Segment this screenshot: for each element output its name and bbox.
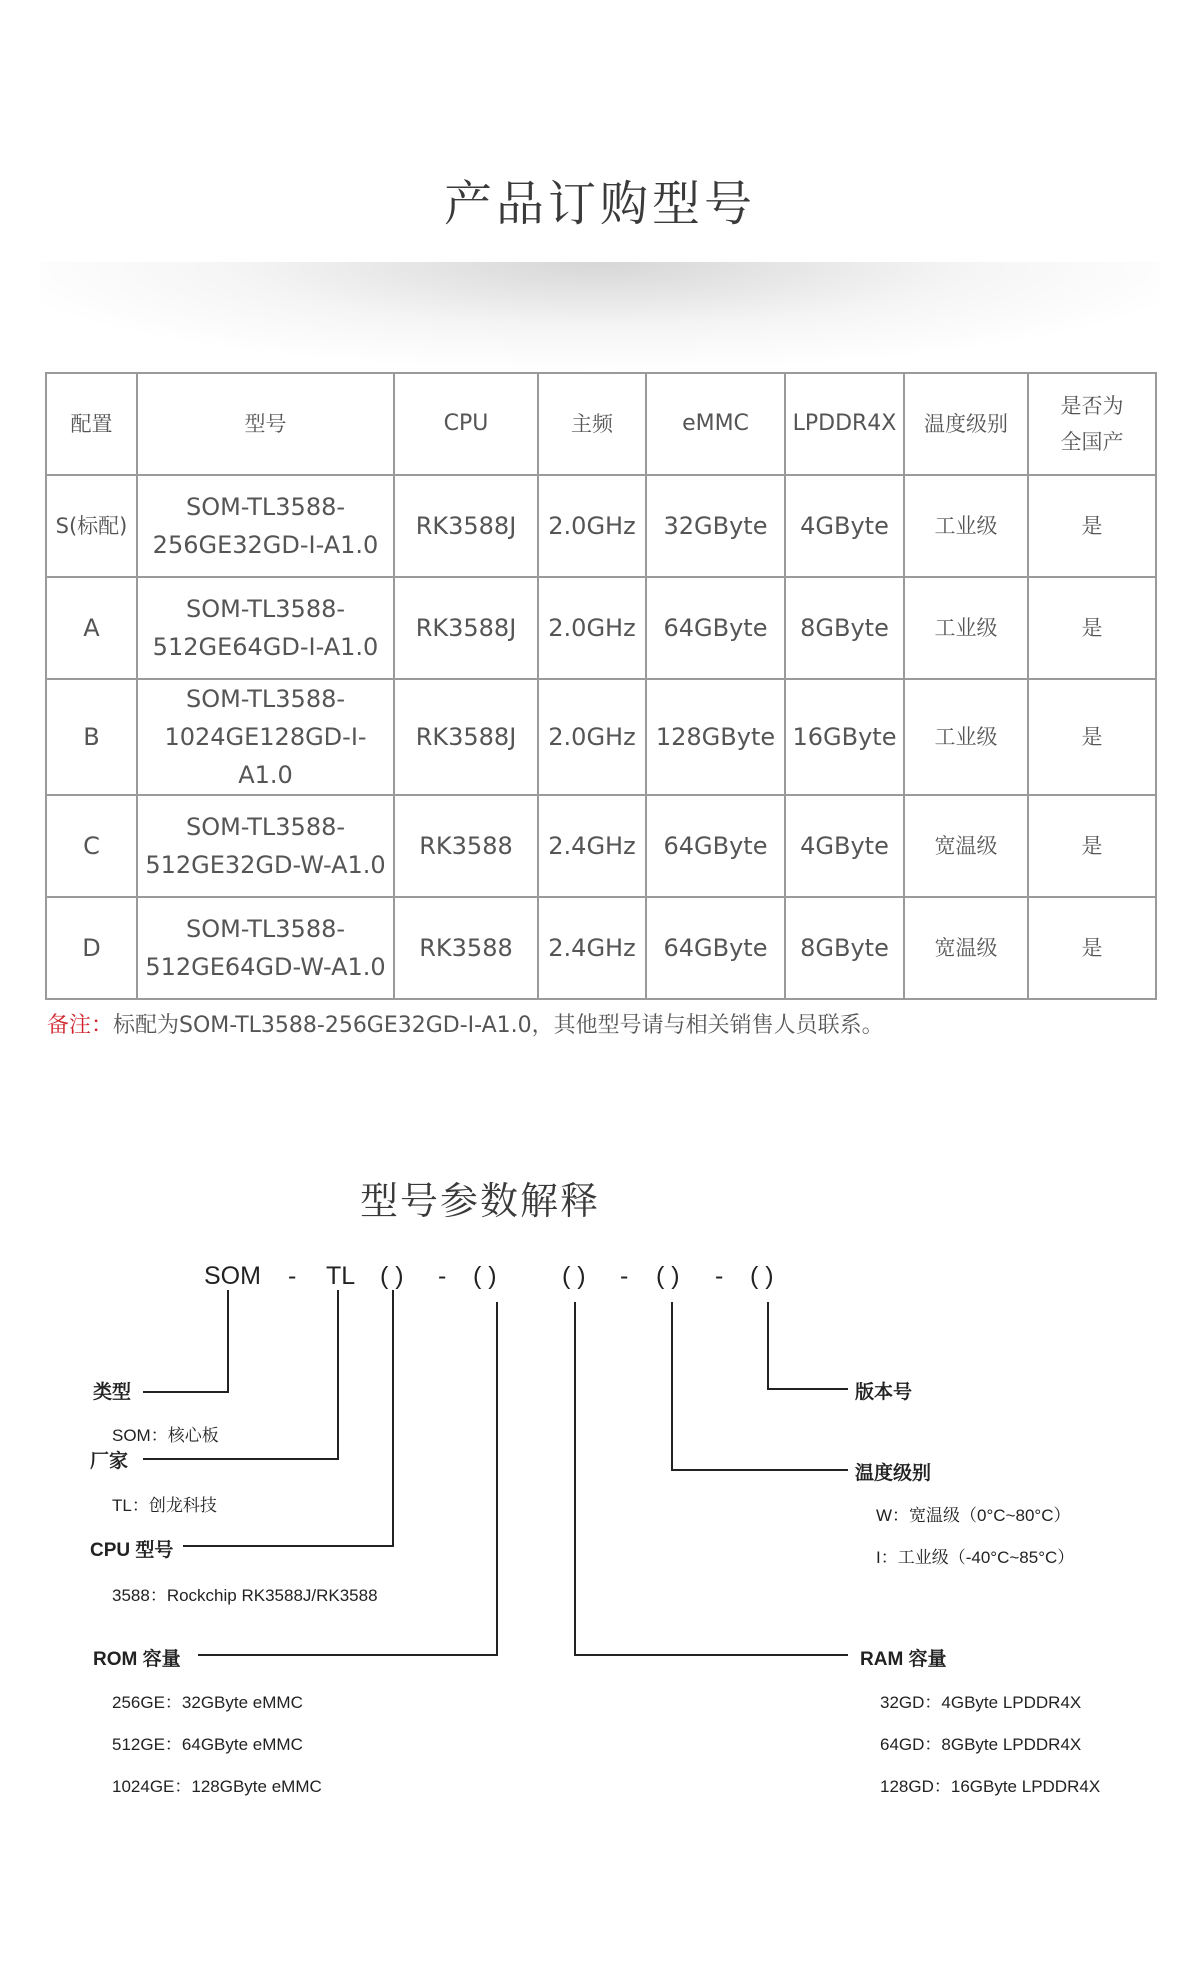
table-header-row	[46, 373, 1156, 475]
connector-temp	[672, 1302, 848, 1470]
table-row	[46, 795, 1156, 897]
cell-ram: 4GByte	[785, 475, 904, 577]
rom-item: 1024GE：128GByte eMMC	[112, 1777, 322, 1796]
header-frequency: 主频	[538, 373, 646, 475]
temp-level-item: W：宽温级（0°C~80°C）	[876, 1506, 1071, 1525]
cell-ram: 8GByte	[785, 897, 904, 999]
cell-temperature: 工业级	[904, 679, 1028, 795]
cell-model: SOM-TL3588- 1024GE128GD-I-A1.0	[137, 679, 394, 795]
format-dash-4: -	[715, 1262, 724, 1290]
cell-config: D	[46, 897, 137, 999]
cell-cpu: RK3588J	[394, 679, 538, 795]
vendor-label: 厂家	[90, 1451, 129, 1472]
cell-cpu: RK3588	[394, 795, 538, 897]
header-lpddr4x: LPDDR4X	[785, 373, 904, 475]
cell-model: SOM-TL3588- 512GE64GD-W-A1.0	[137, 897, 394, 999]
table-row	[46, 679, 1156, 795]
cell-ram: 4GByte	[785, 795, 904, 897]
cell-config: B	[46, 679, 137, 795]
cell-frequency: 2.0GHz	[538, 679, 646, 795]
temp-level-label: 温度级别	[855, 1463, 932, 1484]
page-title: 产品订购型号	[443, 176, 756, 232]
cell-domestic: 是	[1028, 795, 1156, 897]
header-domestic	[1028, 373, 1156, 475]
header-model: 型号	[137, 373, 394, 475]
format-paren-5: ( )	[750, 1262, 774, 1290]
ram-item: 64GD：8GByte LPDDR4X	[880, 1735, 1082, 1754]
header-config: 配置	[46, 373, 137, 475]
cell-temperature: 宽温级	[904, 795, 1028, 897]
cell-domestic: 是	[1028, 679, 1156, 795]
vendor-desc: TL：创龙科技	[112, 1496, 217, 1515]
rom-item: 512GE：64GByte eMMC	[112, 1735, 303, 1754]
format-paren-3: ( )	[562, 1262, 586, 1290]
cell-frequency: 2.4GHz	[538, 795, 646, 897]
cell-frequency: 2.4GHz	[538, 897, 646, 999]
cpu-model-label: CPU 型号	[90, 1540, 174, 1561]
header-temperature: 温度级别	[904, 373, 1028, 475]
cell-config: S(标配)	[46, 475, 137, 577]
ram-item: 32GD：4GByte LPDDR4X	[880, 1693, 1082, 1712]
cell-frequency: 2.0GHz	[538, 475, 646, 577]
cell-model: SOM-TL3588- 512GE32GD-W-A1.0	[137, 795, 394, 897]
format-dash-3: -	[620, 1262, 629, 1290]
rom-label: ROM 容量	[93, 1649, 181, 1670]
format-tl: TL	[326, 1262, 356, 1290]
note-text: 标配为SOM-TL3588-256GE32GD-I-A1.0，其他型号请与相关销售人员联系。	[113, 1013, 884, 1038]
cpu-model-desc: 3588：Rockchip RK3588J/RK3588	[112, 1586, 378, 1605]
cell-temperature: 宽温级	[904, 897, 1028, 999]
table-note	[47, 1008, 884, 1039]
ram-label: RAM 容量	[860, 1649, 947, 1670]
connector-version	[768, 1302, 848, 1389]
format-paren-1: ( )	[380, 1262, 404, 1290]
format-paren-2: ( )	[473, 1262, 497, 1290]
format-dash-2: -	[438, 1262, 447, 1290]
cell-config: C	[46, 795, 137, 897]
format-dash-1: -	[288, 1262, 297, 1290]
temp-level-item: I：工业级（-40°C~85°C）	[876, 1548, 1075, 1567]
table-row	[46, 475, 1156, 577]
cell-model: SOM-TL3588- 512GE64GD-I-A1.0	[137, 577, 394, 679]
type-desc: SOM：核心板	[112, 1426, 219, 1445]
model-connector-lines	[0, 1240, 1200, 1700]
table-row	[46, 897, 1156, 999]
format-paren-4: ( )	[656, 1262, 680, 1290]
cell-emmc: 64GByte	[646, 577, 785, 679]
connector-ram	[575, 1302, 848, 1655]
header-cpu: CPU	[394, 373, 538, 475]
cell-cpu: RK3588J	[394, 577, 538, 679]
cell-emmc: 128GByte	[646, 679, 785, 795]
cell-emmc: 64GByte	[646, 795, 785, 897]
cell-ram: 8GByte	[785, 577, 904, 679]
cell-cpu: RK3588J	[394, 475, 538, 577]
header-domestic-line2: 全国产	[1060, 430, 1124, 454]
format-som: SOM	[204, 1262, 261, 1290]
cell-ram: 16GByte	[785, 679, 904, 795]
cell-domestic: 是	[1028, 577, 1156, 679]
cell-domestic: 是	[1028, 897, 1156, 999]
header-domestic-line1: 是否为	[1060, 394, 1124, 418]
title-shadow-divider	[40, 262, 1160, 372]
cell-temperature: 工业级	[904, 577, 1028, 679]
note-label: 备注：	[47, 1013, 114, 1038]
table-row	[46, 577, 1156, 679]
version-label: 版本号	[855, 1382, 913, 1403]
ram-item: 128GD：16GByte LPDDR4X	[880, 1777, 1101, 1796]
cell-temperature: 工业级	[904, 475, 1028, 577]
diagram-title: 型号参数解释	[359, 1179, 600, 1223]
connector-type	[143, 1290, 228, 1392]
ordering-model-table	[45, 372, 1157, 1000]
rom-item: 256GE：32GByte eMMC	[112, 1693, 303, 1712]
cell-model: SOM-TL3588- 256GE32GD-I-A1.0	[137, 475, 394, 577]
type-label: 类型	[93, 1382, 132, 1403]
cell-emmc: 64GByte	[646, 897, 785, 999]
cell-domestic: 是	[1028, 475, 1156, 577]
cell-config: A	[46, 577, 137, 679]
header-emmc: eMMC	[646, 373, 785, 475]
cell-frequency: 2.0GHz	[538, 577, 646, 679]
cell-cpu: RK3588	[394, 897, 538, 999]
cell-emmc: 32GByte	[646, 475, 785, 577]
